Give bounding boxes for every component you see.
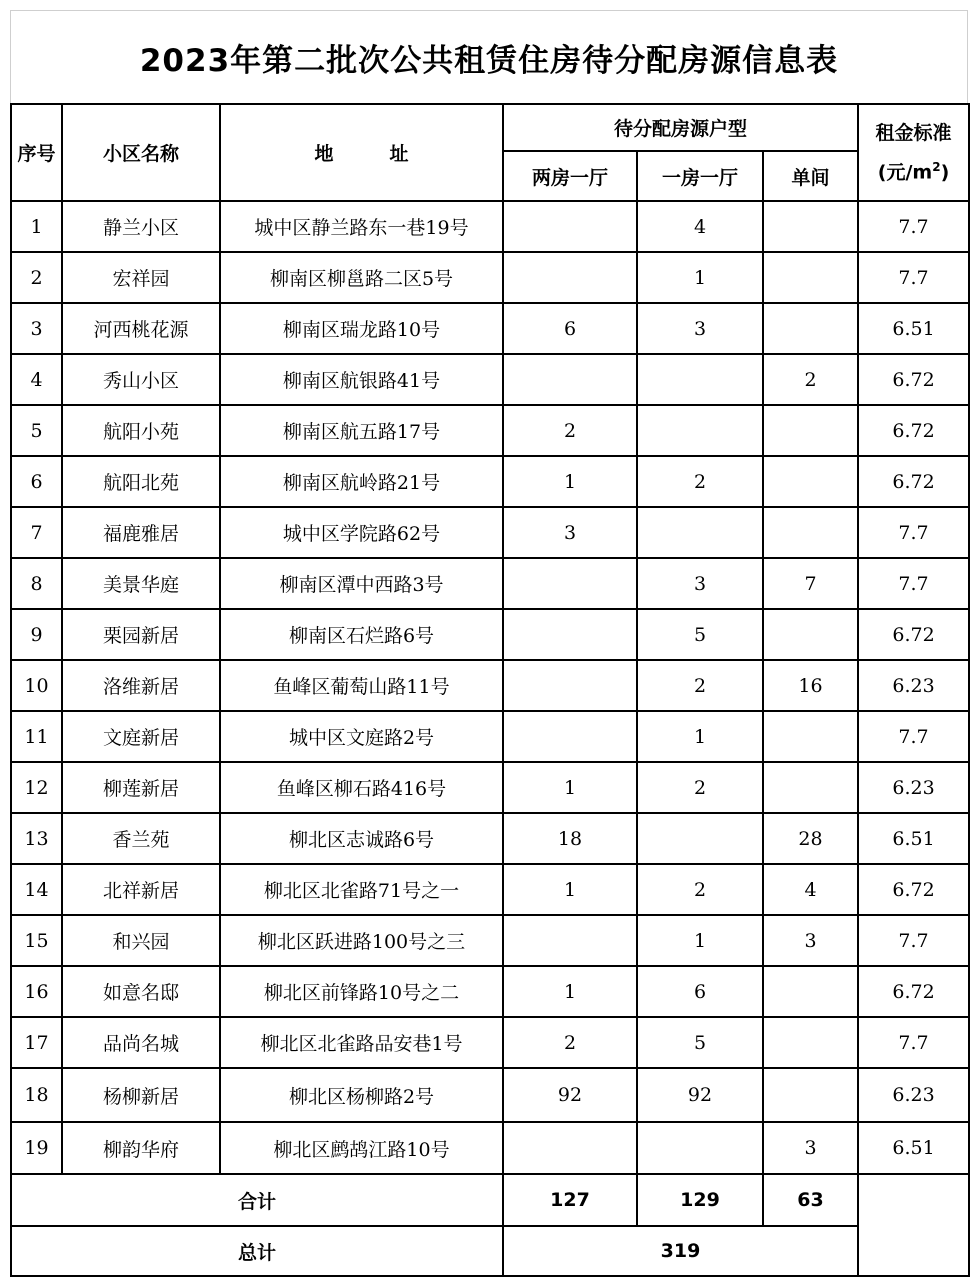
cell-seq: 17 [11,1017,62,1068]
cell-seq: 1 [11,201,62,252]
cell-community-name: 栗园新居 [62,609,220,660]
cell-rent: 6.72 [858,966,969,1017]
cell-two-bedroom: 6 [503,303,637,354]
cell-rent: 6.51 [858,1122,969,1174]
subtotal-one-bedroom: 129 [637,1174,763,1226]
cell-community-name: 河西桃花源 [62,303,220,354]
header-rent [858,104,969,201]
cell-community-name: 香兰苑 [62,813,220,864]
cell-one-bedroom: 2 [637,762,763,813]
cell-one-bedroom: 2 [637,456,763,507]
cell-two-bedroom [503,1122,637,1174]
cell-community-name: 福鹿雅居 [62,507,220,558]
cell-address: 柳南区航岭路21号 [220,456,503,507]
page-title: 2023年第二批次公共租赁住房待分配房源信息表 [139,42,839,79]
cell-two-bedroom: 18 [503,813,637,864]
cell-community-name: 如意名邸 [62,966,220,1017]
table-row [11,609,969,660]
cell-community-name: 柳韵华府 [62,1122,220,1174]
cell-community-name: 秀山小区 [62,354,220,405]
cell-two-bedroom [503,915,637,966]
subtotal-two-bedroom: 127 [503,1174,637,1226]
cell-studio [763,762,858,813]
header-row-1 [11,104,969,151]
cell-seq: 14 [11,864,62,915]
header-studio: 单间 [763,151,858,201]
cell-one-bedroom: 92 [637,1068,763,1122]
cell-community-name: 美景华庭 [62,558,220,609]
cell-rent: 6.23 [858,762,969,813]
cell-community-name: 航阳小苑 [62,405,220,456]
table-row [11,711,969,762]
cell-two-bedroom: 2 [503,1017,637,1068]
cell-one-bedroom [637,813,763,864]
cell-one-bedroom: 2 [637,660,763,711]
header-unit-types: 待分配房源户型 [503,104,858,151]
header-name: 小区名称 [62,104,220,201]
cell-two-bedroom [503,660,637,711]
table-row [11,864,969,915]
cell-community-name: 柳莲新居 [62,762,220,813]
housing-sheet [10,10,968,1276]
cell-two-bedroom: 1 [503,864,637,915]
cell-address: 柳北区北雀路71号之一 [220,864,503,915]
subtotal-studio: 63 [763,1174,858,1226]
cell-two-bedroom: 3 [503,507,637,558]
table-row [11,1068,969,1122]
cell-community-name: 宏祥园 [62,252,220,303]
cell-one-bedroom: 5 [637,609,763,660]
cell-address: 柳南区航五路17号 [220,405,503,456]
cell-address: 柳北区鹧鸪江路10号 [220,1122,503,1174]
cell-two-bedroom: 1 [503,762,637,813]
cell-studio: 7 [763,558,858,609]
cell-address: 柳南区潭中西路3号 [220,558,503,609]
cell-rent: 7.7 [858,252,969,303]
table-row [11,966,969,1017]
cell-rent: 6.51 [858,303,969,354]
cell-rent: 6.23 [858,1068,969,1122]
table-row [11,507,969,558]
cell-rent: 6.72 [858,405,969,456]
cell-one-bedroom [637,405,763,456]
cell-studio: 2 [763,354,858,405]
cell-studio [763,1017,858,1068]
housing-table [10,103,970,1277]
cell-one-bedroom: 3 [637,558,763,609]
cell-address: 鱼峰区葡萄山路11号 [220,660,503,711]
cell-community-name: 北祥新居 [62,864,220,915]
cell-address: 城中区学院路62号 [220,507,503,558]
cell-one-bedroom: 4 [637,201,763,252]
cell-two-bedroom: 1 [503,456,637,507]
cell-community-name: 杨柳新居 [62,1068,220,1122]
cell-studio: 3 [763,1122,858,1174]
table-row [11,1122,969,1174]
table-row [11,762,969,813]
cell-studio: 4 [763,864,858,915]
summary-rent-blank [858,1174,969,1276]
cell-studio [763,507,858,558]
table-row [11,354,969,405]
cell-one-bedroom: 1 [637,252,763,303]
header-address [220,104,503,201]
cell-two-bedroom: 92 [503,1068,637,1122]
cell-seq: 18 [11,1068,62,1122]
cell-two-bedroom: 2 [503,405,637,456]
cell-seq: 7 [11,507,62,558]
table-row [11,813,969,864]
total-label: 总计 [11,1226,503,1276]
subtotal-row [11,1174,969,1226]
cell-seq: 8 [11,558,62,609]
cell-rent: 7.7 [858,711,969,762]
total-value: 319 [503,1226,858,1276]
cell-seq: 19 [11,1122,62,1174]
cell-seq: 5 [11,405,62,456]
header-rent-unit: (元$/m^2$) [877,159,950,184]
cell-one-bedroom: 1 [637,915,763,966]
table-row [11,252,969,303]
cell-one-bedroom: 2 [637,864,763,915]
cell-rent: 6.72 [858,456,969,507]
cell-seq: 9 [11,609,62,660]
cell-address: 柳南区柳邕路二区5号 [220,252,503,303]
cell-address: 柳南区航银路41号 [220,354,503,405]
cell-studio [763,252,858,303]
cell-rent: 7.7 [858,1017,969,1068]
cell-studio [763,201,858,252]
cell-rent: 7.7 [858,558,969,609]
cell-studio [763,609,858,660]
cell-seq: 4 [11,354,62,405]
cell-studio: 28 [763,813,858,864]
cell-seq: 15 [11,915,62,966]
cell-two-bedroom [503,711,637,762]
table-row [11,915,969,966]
cell-one-bedroom [637,1122,763,1174]
subtotal-label: 合计 [11,1174,503,1226]
cell-address: 城中区文庭路2号 [220,711,503,762]
cell-seq: 2 [11,252,62,303]
cell-community-name: 和兴园 [62,915,220,966]
cell-studio [763,456,858,507]
table-row [11,303,969,354]
cell-address: 鱼峰区柳石路416号 [220,762,503,813]
cell-rent: 6.72 [858,864,969,915]
cell-rent: 6.72 [858,354,969,405]
cell-address: 柳南区瑞龙路10号 [220,303,503,354]
cell-one-bedroom: 3 [637,303,763,354]
header-address-b: 址 [389,143,409,165]
cell-rent: 6.51 [858,813,969,864]
cell-one-bedroom: 6 [637,966,763,1017]
cell-studio: 16 [763,660,858,711]
header-two-bedroom: 两房一厅 [503,151,637,201]
cell-two-bedroom [503,354,637,405]
cell-rent: 6.23 [858,660,969,711]
cell-seq: 10 [11,660,62,711]
cell-address: 城中区静兰路东一巷19号 [220,201,503,252]
title-box [10,10,968,103]
cell-one-bedroom: 5 [637,1017,763,1068]
cell-seq: 13 [11,813,62,864]
total-row [11,1226,969,1276]
cell-address: 柳北区志诚路6号 [220,813,503,864]
header-rent-label: 租金标准 [875,121,952,144]
table-row [11,558,969,609]
cell-rent: 6.72 [858,609,969,660]
table-row [11,201,969,252]
cell-community-name: 品尚名城 [62,1017,220,1068]
table-row [11,456,969,507]
cell-address: 柳南区石烂路6号 [220,609,503,660]
cell-rent: 7.7 [858,201,969,252]
header-one-bedroom: 一房一厅 [637,151,763,201]
cell-one-bedroom: 1 [637,711,763,762]
cell-studio [763,966,858,1017]
cell-address: 柳北区前锋路10号之二 [220,966,503,1017]
cell-seq: 11 [11,711,62,762]
cell-address: 柳北区跃进路100号之三 [220,915,503,966]
cell-studio [763,303,858,354]
cell-address: 柳北区杨柳路2号 [220,1068,503,1122]
header-seq: 序号 [11,104,62,201]
cell-address: 柳北区北雀路品安巷1号 [220,1017,503,1068]
cell-two-bedroom [503,201,637,252]
cell-two-bedroom [503,252,637,303]
table-row [11,660,969,711]
cell-two-bedroom [503,558,637,609]
cell-seq: 3 [11,303,62,354]
cell-studio: 3 [763,915,858,966]
cell-seq: 6 [11,456,62,507]
cell-rent: 7.7 [858,915,969,966]
header-address-a: 地 [314,143,334,165]
table-row [11,405,969,456]
cell-community-name: 航阳北苑 [62,456,220,507]
cell-seq: 12 [11,762,62,813]
cell-community-name: 静兰小区 [62,201,220,252]
cell-two-bedroom [503,609,637,660]
table-row [11,1017,969,1068]
cell-one-bedroom [637,507,763,558]
cell-seq: 16 [11,966,62,1017]
cell-studio [763,405,858,456]
cell-rent: 7.7 [858,507,969,558]
cell-community-name: 文庭新居 [62,711,220,762]
cell-studio [763,1068,858,1122]
cell-community-name: 洛维新居 [62,660,220,711]
cell-studio [763,711,858,762]
cell-one-bedroom [637,354,763,405]
cell-two-bedroom: 1 [503,966,637,1017]
